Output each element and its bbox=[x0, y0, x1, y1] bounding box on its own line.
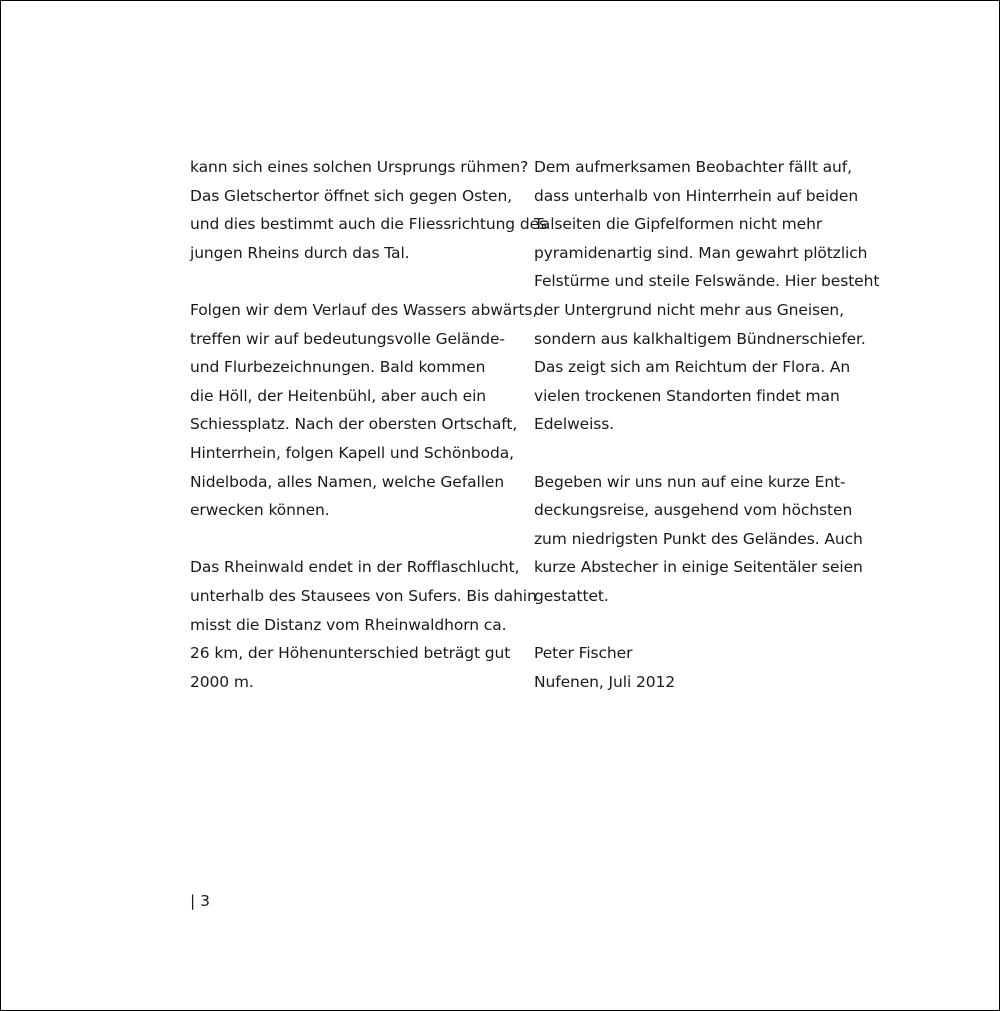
left-text-column bbox=[190, 153, 548, 725]
text-line: jungen Rheins durch das Tal. bbox=[190, 243, 410, 262]
text-line: pyramidenartig sind. Man gewahrt plötzlich bbox=[534, 243, 868, 262]
text-line: Felstürme und steile Felswände. Hier besteht bbox=[534, 272, 880, 291]
text-line: Das Rheinwald endet in der Rofflaschlucht, bbox=[190, 558, 520, 577]
text-line: Talseiten die Gipfelformen nicht mehr bbox=[534, 215, 823, 234]
text-line: Begeben wir uns nun auf eine kurze Ent- bbox=[534, 472, 846, 491]
text-line: misst die Distanz vom Rheinwaldhorn ca. bbox=[190, 615, 507, 634]
text-line: Nidelboda, alles Namen, welche Gefallen bbox=[190, 472, 505, 491]
text-line: zum niedrigsten Punkt des Geländes. Auch bbox=[534, 529, 863, 548]
text-line: und dies bestimmt auch die Fliessrichtung des bbox=[190, 215, 548, 234]
text-line: Folgen wir dem Verlauf des Wassers abwärts, bbox=[190, 300, 538, 319]
text-line: deckungsreise, ausgehend vom höchsten bbox=[534, 501, 853, 520]
text-line: kurze Abstecher in einige Seitentäler seien bbox=[534, 558, 863, 577]
text-line: dass unterhalb von Hinterrhein auf beiden bbox=[534, 186, 859, 205]
page-number-folio bbox=[190, 889, 210, 913]
text-line: Das Gletschertor öffnet sich gegen Osten, bbox=[190, 186, 513, 205]
text-line: 26 km, der Höhenunterschied beträgt gut bbox=[190, 644, 511, 663]
folio-separator: | bbox=[190, 892, 196, 910]
text-line: treffen wir auf bedeutungsvolle Gelände- bbox=[190, 329, 505, 348]
text-line: unterhalb des Stausees von Sufers. Bis dahin bbox=[190, 586, 537, 605]
text-line: und Flurbezeichnungen. Bald kommen bbox=[190, 358, 486, 377]
text-line: kann sich eines solchen Ursprungs rühmen? bbox=[190, 158, 529, 176]
text-line: der Untergrund nicht mehr aus Gneisen, bbox=[534, 300, 844, 319]
place-date: Nufenen, Juli 2012 bbox=[534, 672, 676, 691]
text-line: sondern aus kalkhaltigem Bündnerschiefer. bbox=[534, 329, 866, 348]
text-line: vielen trockenen Standorten findet man bbox=[534, 386, 840, 405]
text-line: Dem aufmerksamen Beobachter fällt auf, bbox=[534, 158, 852, 176]
paragraph bbox=[190, 153, 548, 267]
text-line: Schiessplatz. Nach der obersten Ortschaft, bbox=[190, 415, 518, 434]
text-line: gestattet. bbox=[534, 586, 609, 605]
author-name: Peter Fischer bbox=[534, 644, 633, 663]
text-line: Edelweiss. bbox=[534, 415, 615, 434]
page-number: 3 bbox=[200, 892, 211, 910]
right-text-column bbox=[534, 153, 880, 725]
text-line: die Höll, der Heitenbühl, aber auch ein bbox=[190, 386, 487, 405]
paragraph bbox=[534, 468, 874, 611]
paragraph bbox=[190, 296, 538, 525]
paragraph bbox=[190, 553, 537, 696]
text-line: 2000 m. bbox=[190, 672, 254, 691]
signature-block bbox=[534, 639, 874, 696]
paragraph bbox=[534, 153, 880, 439]
text-line: Hinterrhein, folgen Kapell und Schönboda, bbox=[190, 443, 515, 462]
text-line: Das zeigt sich am Reichtum der Flora. An bbox=[534, 358, 851, 377]
text-line: erwecken können. bbox=[190, 501, 330, 520]
